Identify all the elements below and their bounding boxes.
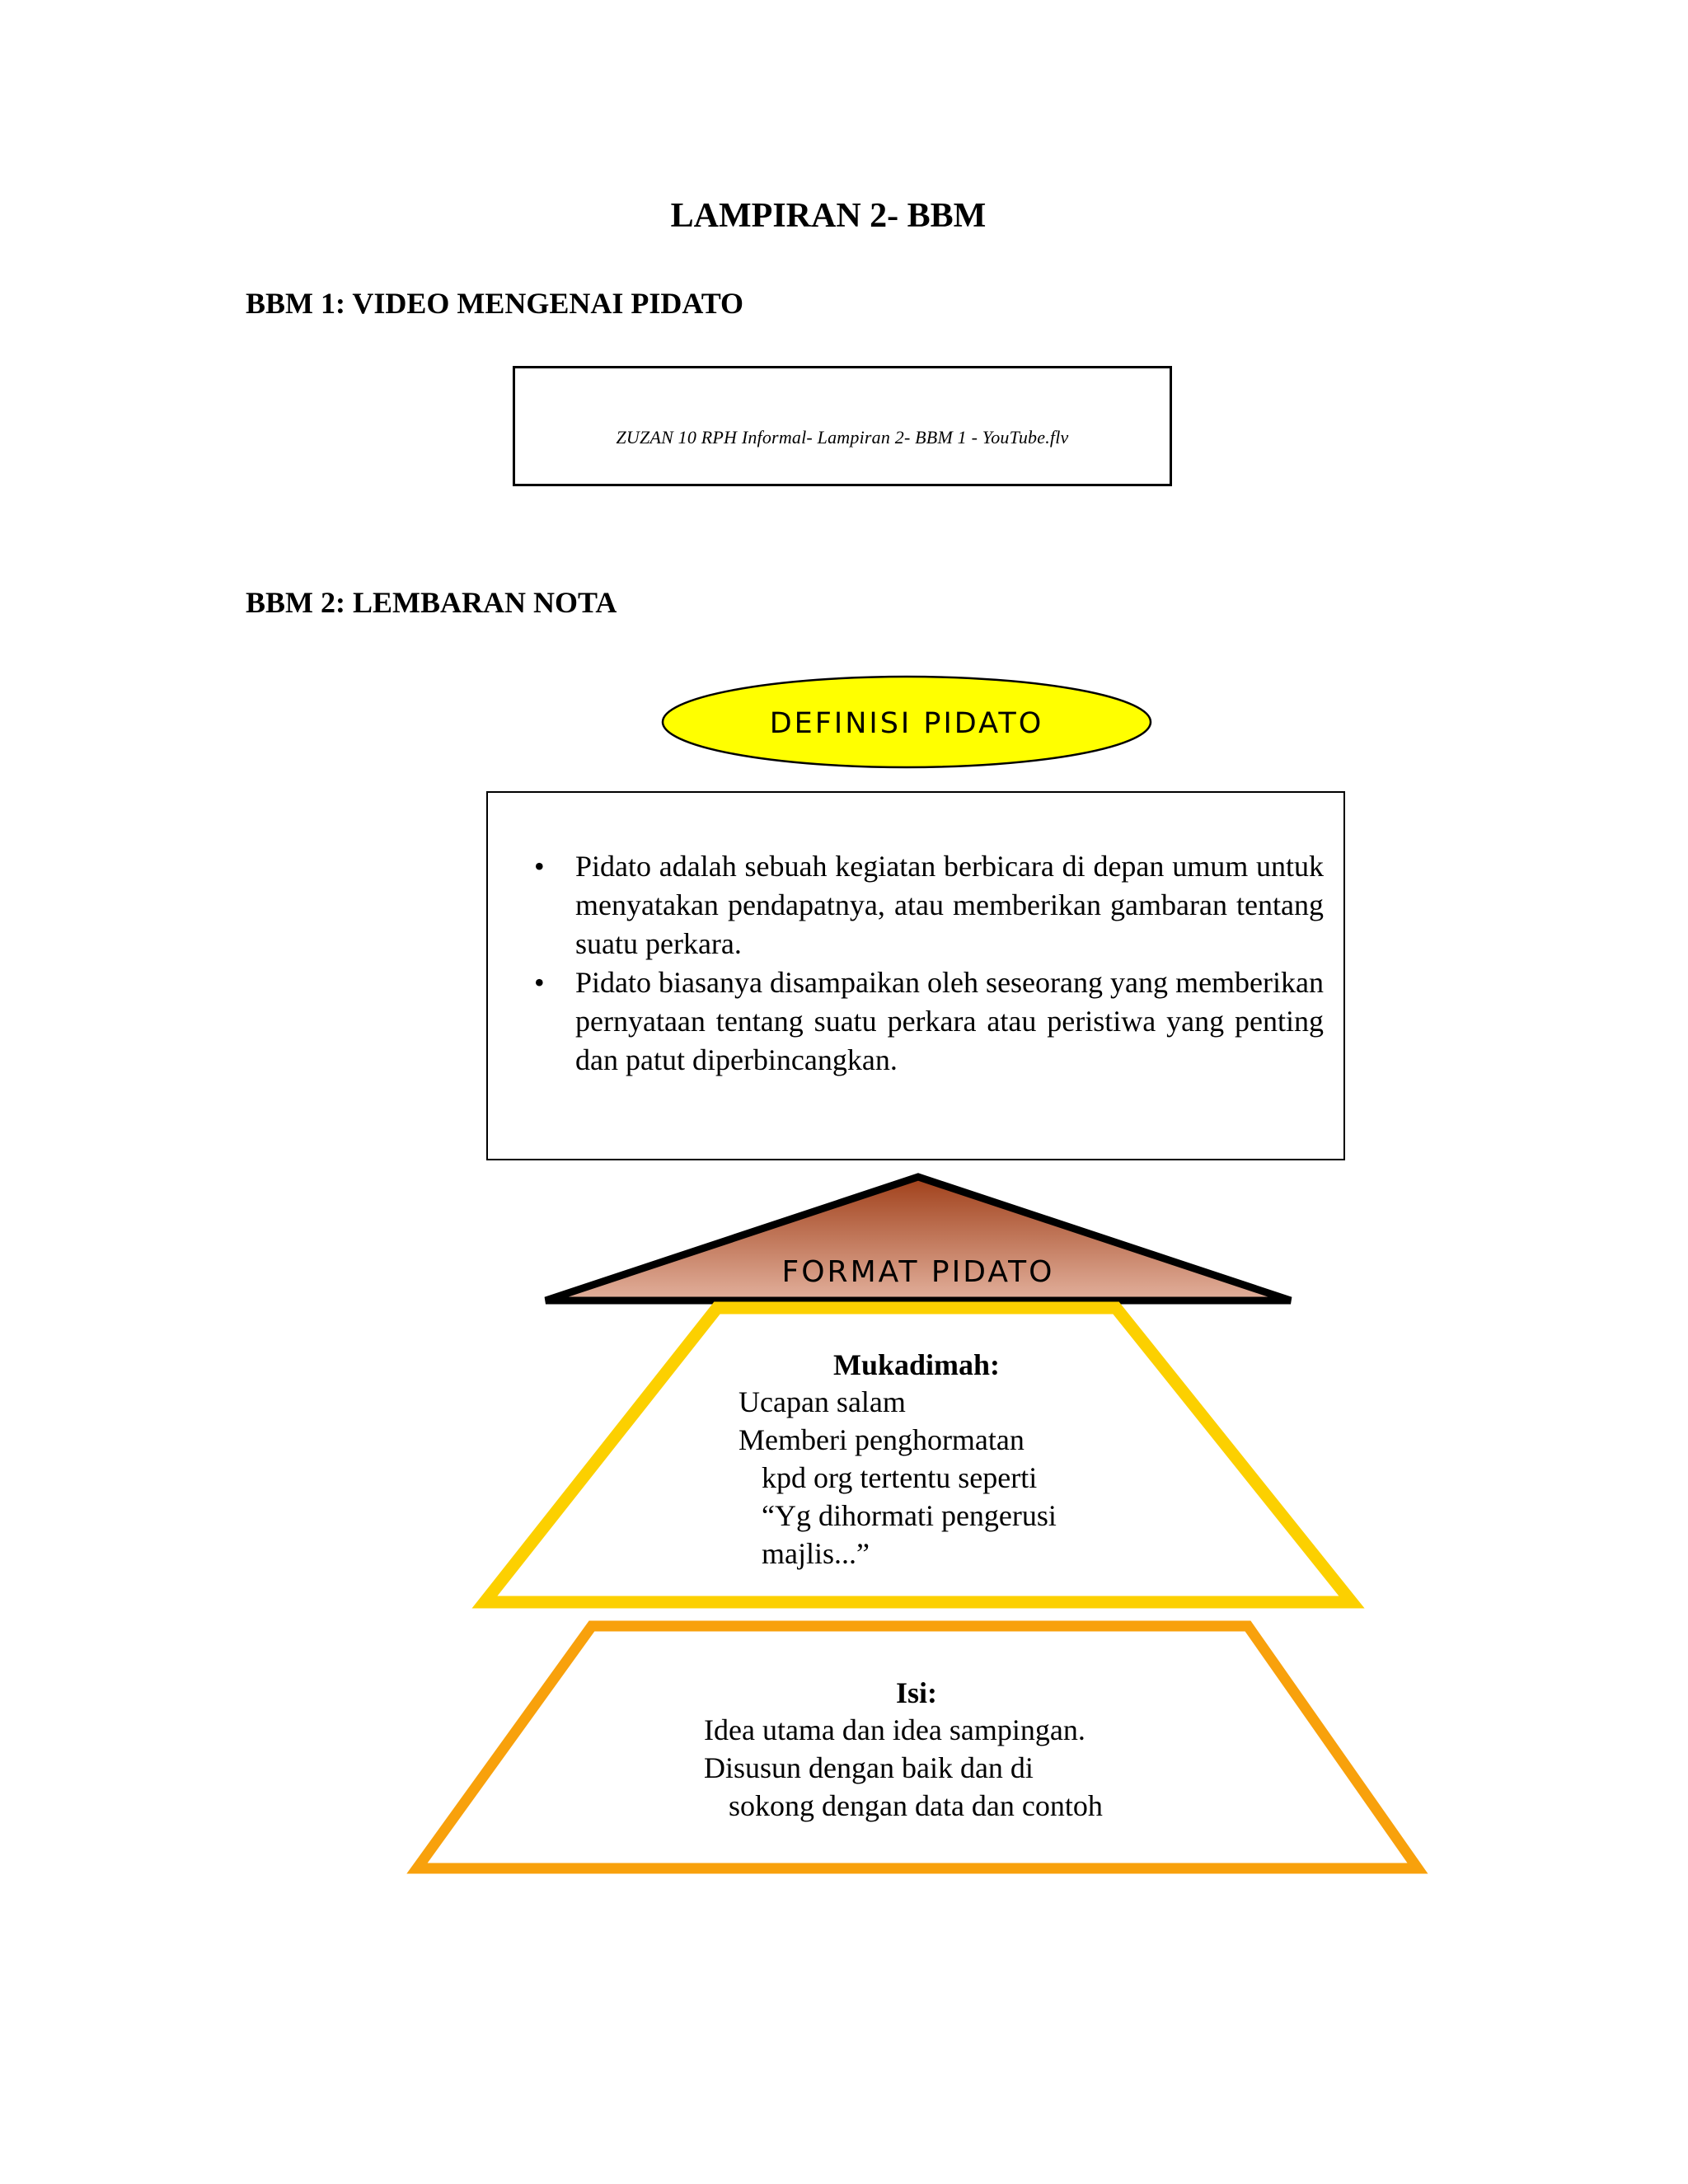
mukadimah-line: Ucapan salam: [738, 1385, 906, 1418]
definition-label: DEFINISI PIDATO: [769, 707, 1044, 740]
isi-tier: [417, 1626, 1418, 1868]
mukadimah-line: majlis...”: [762, 1537, 870, 1570]
bbm1-heading: BBM 1: VIDEO MENGENAI PIDATO: [246, 287, 744, 320]
isi-line: sokong dengan data dan contoh: [729, 1789, 1103, 1822]
definition-point: • Pidato adalah sebuah kegiatan berbicara di depan umum untuk menyatakan pendapatnya, atau memberikan gambaran tentang suatu perkara.: [541, 847, 1324, 963]
definition-point: • Pidato biasanya disampaikan oleh seseorang yang memberikan pernyataan tentang suatu perkara atau peristiwa yang penting dan patut diperbincangkan.: [541, 963, 1324, 1080]
isi-line: Idea utama dan idea sampingan.: [704, 1713, 1085, 1746]
mukadimah-heading: Mukadimah:: [832, 1348, 1001, 1381]
video-filename[interactable]: ZUZAN 10 RPH Informal- Lampiran 2- BBM 1 - YouTube.flv: [616, 427, 1069, 448]
format-label: FORMAT PIDATO: [781, 1255, 1055, 1289]
bbm2-heading: BBM 2: LEMBARAN NOTA: [246, 586, 617, 619]
mukadimah-line: Memberi penghormatan: [738, 1423, 1025, 1456]
mukadimah-line: “Yg dihormati pengerusi: [762, 1499, 1057, 1532]
isi-heading: Isi:: [895, 1676, 938, 1709]
page-title: LAMPIRAN 2- BBM: [670, 197, 987, 235]
isi-line: Disusun dengan baik dan di: [704, 1751, 1034, 1784]
mukadimah-line: kpd org tertentu seperti: [762, 1461, 1038, 1494]
